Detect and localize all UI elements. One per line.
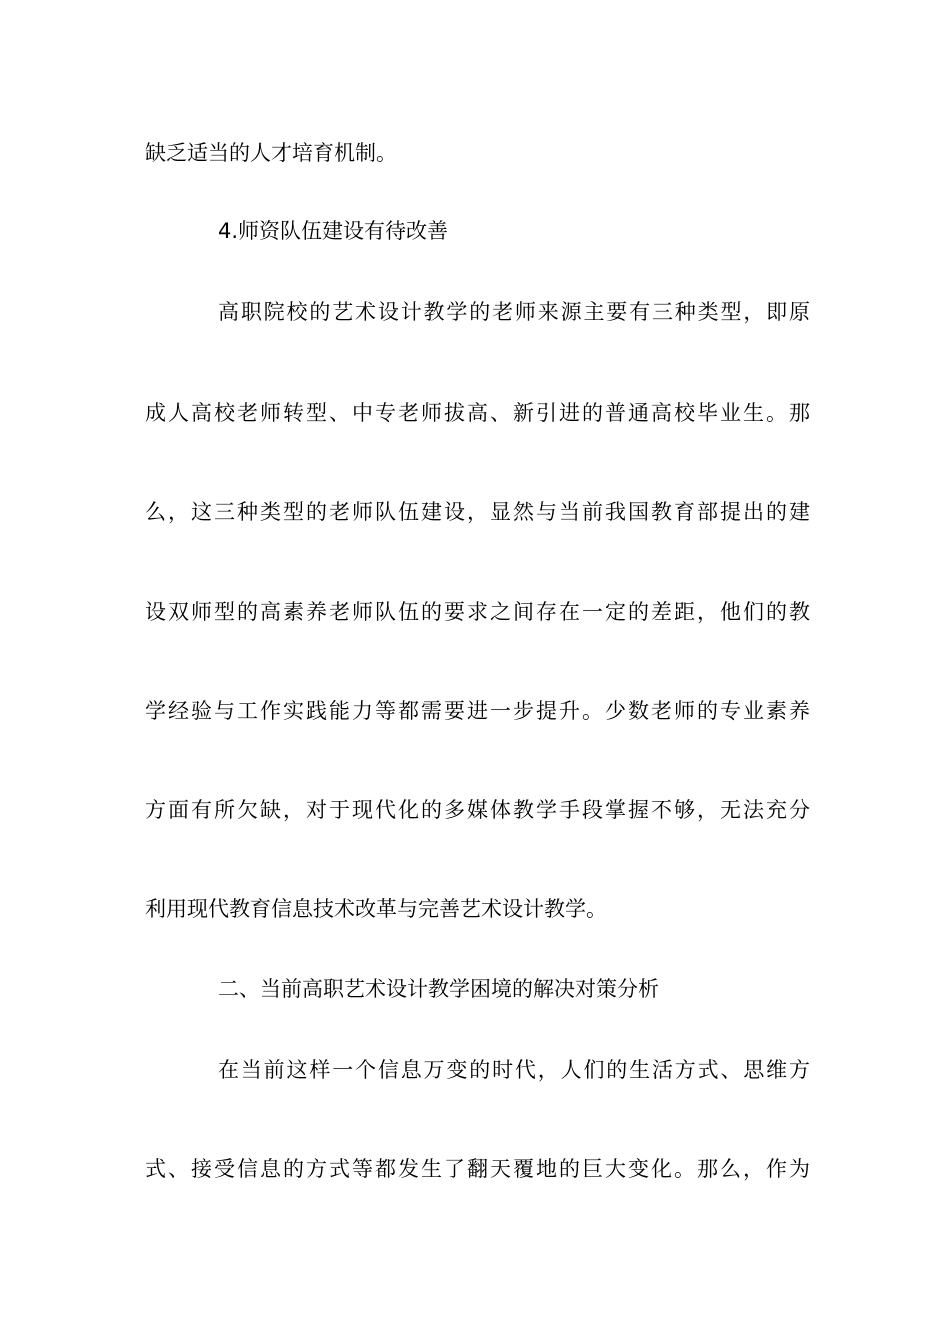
paragraph-line: 么，这三种类型的老师队伍建设，显然与当前我国教育部提出的建 [145, 500, 810, 524]
paragraph-line-end: 利用现代教育信息技术改革与完善艺术设计教学。 [145, 897, 607, 921]
paragraph-line: 方面有所欠缺，对于现代化的多媒体教学手段掌握不够，无法充分 [145, 798, 810, 822]
paragraph-line: 学经验与工作实践能力等都需要进一步提升。少数老师的专业素养 [145, 699, 810, 723]
paragraph-line: 成人高校老师转型、中专老师拔高、新引进的普通高校毕业生。那 [145, 401, 810, 425]
paragraph-line: 式、接受信息的方式等都发生了翻天覆地的巨大变化。那么，作为 [145, 1157, 810, 1181]
paragraph-line-end: 缺乏适当的人才培育机制。 [145, 141, 397, 165]
paragraph-line-first: 高职院校的艺术设计教学的老师来源主要有三种类型，即原 [218, 300, 810, 324]
section-heading: 4.师资队伍建设有待改善 [218, 219, 449, 243]
paragraph-line: 设双师型的高素养老师队伍的要求之间存在一定的差距，他们的教 [145, 600, 810, 624]
section-heading: 二、当前高职艺术设计教学困境的解决对策分析 [218, 977, 659, 1001]
paragraph-line-first: 在当前这样一个信息万变的时代，人们的生活方式、思维方 [218, 1058, 810, 1082]
